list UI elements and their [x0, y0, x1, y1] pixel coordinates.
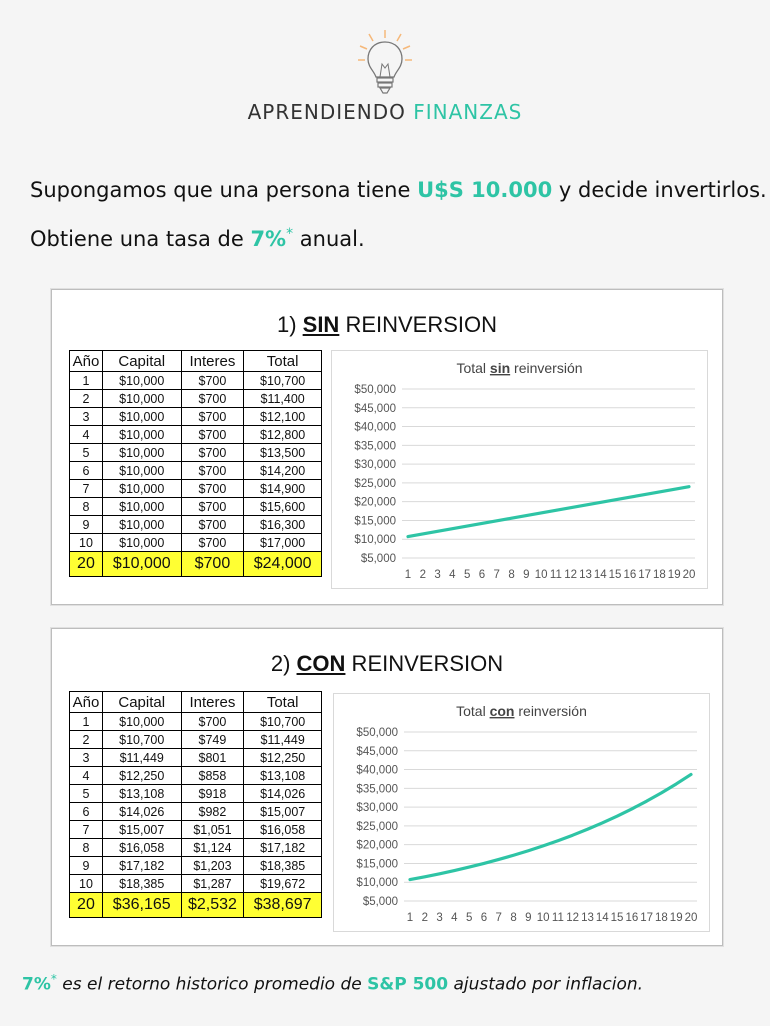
table-header-cell: Capital — [102, 351, 181, 372]
table-cell: $10,000 — [102, 534, 181, 552]
table-cell: 10 — [70, 534, 103, 552]
x-tick-label: 7 — [495, 912, 502, 924]
table-row — [70, 839, 322, 857]
table-sin-reinversion — [69, 350, 322, 577]
table-cell: 9 — [70, 857, 103, 875]
table-row — [70, 480, 322, 498]
y-tick-label: $5,000 — [360, 553, 396, 565]
table-row — [70, 731, 322, 749]
x-tick-label: 19 — [667, 569, 681, 581]
table-cell: $1,287 — [181, 875, 244, 893]
table-cell: $700 — [181, 372, 244, 390]
table-cell: $17,182 — [244, 839, 322, 857]
y-tick-label: $35,000 — [356, 783, 398, 796]
intro-amount: U$S 10.000 — [417, 178, 553, 202]
logo — [0, 28, 770, 124]
table-cell: $13,108 — [102, 785, 181, 803]
table-cell: $12,100 — [244, 408, 322, 426]
x-tick-label: 13 — [581, 912, 594, 924]
y-tick-label: $45,000 — [356, 745, 398, 758]
table-total-cell: $24,000 — [244, 552, 322, 577]
x-tick-label: 5 — [463, 569, 471, 581]
table-cell: $10,700 — [102, 731, 181, 749]
table-cell: $12,800 — [244, 426, 322, 444]
table-cell: 2 — [70, 731, 103, 749]
chart-title — [456, 703, 587, 719]
table-cell: $700 — [181, 480, 244, 498]
x-tick-label: 7 — [493, 569, 500, 581]
table-cell: 1 — [70, 372, 103, 390]
y-tick-label: $40,000 — [354, 421, 396, 434]
title-num: 1) — [276, 312, 303, 337]
table-row — [70, 408, 322, 426]
footnote-text2: ajustado por inflacion. — [448, 974, 644, 995]
table-row — [70, 372, 322, 390]
x-tick-label: 6 — [480, 912, 488, 924]
table-row — [70, 749, 322, 767]
table-cell: 2 — [70, 390, 103, 408]
x-tick-label: 17 — [638, 569, 652, 581]
table-cell: $16,300 — [244, 516, 322, 534]
table-cell: $700 — [181, 462, 244, 480]
y-tick-label: $20,000 — [356, 839, 398, 852]
intro-line1-post: y decide invertirlos. — [552, 178, 767, 202]
y-tick-label: $15,000 — [356, 858, 398, 871]
x-tick-label: 17 — [640, 912, 654, 924]
table-cell: $700 — [181, 444, 244, 462]
chart-con-reinversion — [333, 693, 710, 932]
y-tick-label: $40,000 — [356, 764, 398, 777]
table-cell: 4 — [70, 767, 103, 785]
table-header-row — [70, 692, 322, 713]
table-cell: $801 — [181, 749, 244, 767]
chart-title-post: reinversión — [514, 703, 587, 719]
table-cell: 6 — [70, 462, 103, 480]
table-cell: $15,007 — [102, 821, 181, 839]
brand-part2: FINANZAS — [413, 100, 523, 124]
table-cell: $11,449 — [244, 731, 322, 749]
x-tick-label: 8 — [508, 569, 515, 581]
table-cell: $700 — [181, 498, 244, 516]
table-cell: $10,700 — [244, 372, 322, 390]
table-cell: $10,700 — [244, 713, 322, 731]
lightbulb-icon — [355, 28, 415, 96]
table-cell: $17,000 — [244, 534, 322, 552]
title-rest: REINVERSION — [345, 651, 504, 676]
x-tick-label: 20 — [682, 569, 696, 581]
brand-part1: APRENDIENDO — [247, 100, 414, 124]
x-tick-label: 10 — [534, 569, 548, 581]
chart-title — [456, 360, 582, 376]
table-header-cell: Total — [244, 692, 322, 713]
table-cell: $10,000 — [102, 426, 181, 444]
table-cell: $12,250 — [102, 767, 181, 785]
x-tick-label: 3 — [434, 569, 441, 581]
footnote-text1: es el retorno historico promedio de — [56, 974, 368, 995]
table-cell: $700 — [181, 534, 244, 552]
panel-title — [52, 651, 722, 677]
intro-line2 — [30, 226, 365, 251]
table-cell: $982 — [181, 803, 244, 821]
table-total-row — [70, 893, 322, 918]
y-tick-label: $25,000 — [354, 477, 396, 490]
table-row — [70, 462, 322, 480]
table-cell: $14,026 — [102, 803, 181, 821]
table-cell: $10,000 — [102, 713, 181, 731]
table-cell: $13,108 — [244, 767, 322, 785]
table-cell: $10,000 — [102, 516, 181, 534]
title-rest: REINVERSION — [339, 312, 498, 337]
table-row — [70, 390, 322, 408]
table-row — [70, 875, 322, 893]
table-cell: $10,000 — [102, 390, 181, 408]
x-tick-label: 11 — [551, 912, 564, 924]
table-con-reinversion — [69, 691, 322, 918]
table-row — [70, 534, 322, 552]
table-cell: $858 — [181, 767, 244, 785]
table-cell: $700 — [181, 713, 244, 731]
title-key: SIN — [302, 312, 340, 337]
table-row — [70, 713, 322, 731]
footnote-asterisk: * — [50, 972, 57, 986]
x-tick-label: 16 — [625, 912, 639, 924]
table-cell: 6 — [70, 803, 103, 821]
table-cell: $749 — [181, 731, 244, 749]
table-header-row — [70, 351, 322, 372]
table-cell: $10,000 — [102, 498, 181, 516]
y-tick-label: $30,000 — [356, 802, 398, 815]
x-tick-label: 8 — [510, 912, 517, 924]
x-tick-label: 5 — [465, 912, 473, 924]
table-cell: $700 — [181, 408, 244, 426]
table-cell: $13,500 — [244, 444, 322, 462]
table-cell: $12,250 — [244, 749, 322, 767]
chart-title-pre: Total — [456, 360, 490, 376]
table-cell: $14,900 — [244, 480, 322, 498]
table-cell: $15,007 — [244, 803, 322, 821]
table-header-cell: Año — [70, 351, 103, 372]
table-header-cell: Capital — [102, 692, 181, 713]
table-row — [70, 516, 322, 534]
x-tick-label: 14 — [593, 569, 607, 581]
table-cell: $14,026 — [244, 785, 322, 803]
y-tick-label: $35,000 — [354, 440, 396, 453]
y-tick-label: $45,000 — [354, 402, 396, 415]
table-cell: 9 — [70, 516, 103, 534]
x-tick-label: 4 — [451, 912, 458, 924]
chart-svg — [332, 351, 707, 588]
series-line — [408, 487, 689, 537]
table-header-cell: Interes — [181, 692, 244, 713]
x-tick-label: 1 — [404, 569, 412, 581]
table-cell: $700 — [181, 390, 244, 408]
intro-line2-pre: Obtiene una tasa de — [30, 227, 251, 251]
x-tick-label: 15 — [608, 569, 622, 581]
intro-line2-post: anual. — [293, 227, 365, 251]
table-cell: $10,000 — [102, 372, 181, 390]
chart-title-post: reinversión — [510, 360, 583, 376]
table-total-cell: $36,165 — [102, 893, 181, 918]
table-cell: $700 — [181, 516, 244, 534]
x-tick-label: 11 — [549, 569, 562, 581]
x-tick-label: 1 — [406, 912, 414, 924]
table-row — [70, 426, 322, 444]
y-tick-label: $50,000 — [354, 384, 396, 396]
x-tick-label: 3 — [436, 912, 443, 924]
table-total-cell: 20 — [70, 552, 103, 577]
table-total-cell: 20 — [70, 893, 103, 918]
table-cell: 5 — [70, 785, 103, 803]
table-cell: $11,400 — [244, 390, 322, 408]
y-tick-label: $50,000 — [356, 727, 398, 739]
table-row — [70, 498, 322, 516]
table-cell: $10,000 — [102, 480, 181, 498]
table-cell: 3 — [70, 749, 103, 767]
panel-con-reinversion — [51, 628, 723, 946]
x-tick-label: 4 — [449, 569, 456, 581]
x-tick-label: 20 — [684, 912, 698, 924]
x-tick-label: 6 — [478, 569, 486, 581]
x-tick-label: 19 — [669, 912, 683, 924]
x-tick-label: 12 — [564, 569, 578, 581]
table-cell: 7 — [70, 821, 103, 839]
table-cell: $16,058 — [244, 821, 322, 839]
table-total-cell: $2,532 — [181, 893, 244, 918]
table-cell: $14,200 — [244, 462, 322, 480]
footnote-index: S&P 500 — [367, 974, 449, 995]
x-tick-label: 14 — [595, 912, 609, 924]
table-cell: $1,124 — [181, 839, 244, 857]
y-tick-label: $15,000 — [354, 515, 396, 528]
panel-title — [52, 312, 722, 338]
table-total-row — [70, 552, 322, 577]
table-cell: $15,600 — [244, 498, 322, 516]
table-cell: $10,000 — [102, 462, 181, 480]
table-row — [70, 803, 322, 821]
brand-name — [0, 100, 770, 124]
table-cell: $918 — [181, 785, 244, 803]
table-cell: $11,449 — [102, 749, 181, 767]
table-header-cell: Total — [244, 351, 322, 372]
table-total-cell: $10,000 — [102, 552, 181, 577]
table-cell: $17,182 — [102, 857, 181, 875]
table-row — [70, 785, 322, 803]
table-cell: $19,672 — [244, 875, 322, 893]
x-tick-label: 2 — [419, 569, 426, 581]
x-tick-label: 9 — [525, 912, 532, 924]
x-tick-label: 2 — [421, 912, 428, 924]
table-cell: 8 — [70, 839, 103, 857]
table-cell: 5 — [70, 444, 103, 462]
y-tick-label: $25,000 — [356, 820, 398, 833]
intro-line1-pre: Supongamos que una persona tiene — [30, 178, 418, 202]
y-tick-label: $5,000 — [362, 896, 398, 908]
table-cell: $16,058 — [102, 839, 181, 857]
table-row — [70, 444, 322, 462]
table-cell: $10,000 — [102, 408, 181, 426]
intro-line1 — [30, 178, 767, 202]
x-tick-label: 12 — [566, 912, 580, 924]
table-cell: $1,051 — [181, 821, 244, 839]
chart-title-key: con — [489, 703, 515, 719]
x-tick-label: 16 — [623, 569, 637, 581]
chart-title-pre: Total — [456, 703, 490, 719]
table-cell: 7 — [70, 480, 103, 498]
table-row — [70, 857, 322, 875]
table-cell: 8 — [70, 498, 103, 516]
table-cell: 3 — [70, 408, 103, 426]
table-cell: 10 — [70, 875, 103, 893]
title-num: 2) — [270, 651, 297, 676]
intro-asterisk: * — [286, 226, 294, 242]
footnote — [22, 972, 643, 995]
table-row — [70, 821, 322, 839]
title-key: CON — [296, 651, 346, 676]
y-tick-label: $20,000 — [354, 496, 396, 509]
table-cell: $1,203 — [181, 857, 244, 875]
panel-sin-reinversion — [51, 289, 723, 605]
y-tick-label: $10,000 — [356, 877, 398, 890]
intro-rate: 7% — [250, 227, 287, 251]
table-cell: $18,385 — [244, 857, 322, 875]
x-tick-label: 15 — [610, 912, 624, 924]
table-cell: 4 — [70, 426, 103, 444]
table-total-cell: $38,697 — [244, 893, 322, 918]
chart-svg — [334, 694, 709, 931]
x-tick-label: 18 — [655, 912, 668, 924]
x-tick-label: 18 — [653, 569, 666, 581]
chart-title-key: sin — [489, 360, 511, 376]
x-tick-label: 9 — [523, 569, 530, 581]
table-total-cell: $700 — [181, 552, 244, 577]
table-cell: $700 — [181, 426, 244, 444]
table-header-cell: Año — [70, 692, 103, 713]
table-cell: 1 — [70, 713, 103, 731]
x-tick-label: 10 — [536, 912, 550, 924]
footnote-rate: 7% — [22, 974, 51, 995]
y-tick-label: $10,000 — [354, 534, 396, 547]
table-cell: $10,000 — [102, 444, 181, 462]
table-header-cell: Interes — [181, 351, 244, 372]
y-tick-label: $30,000 — [354, 459, 396, 472]
x-tick-label: 13 — [579, 569, 592, 581]
chart-sin-reinversion — [331, 350, 708, 589]
table-cell: $18,385 — [102, 875, 181, 893]
table-row — [70, 767, 322, 785]
